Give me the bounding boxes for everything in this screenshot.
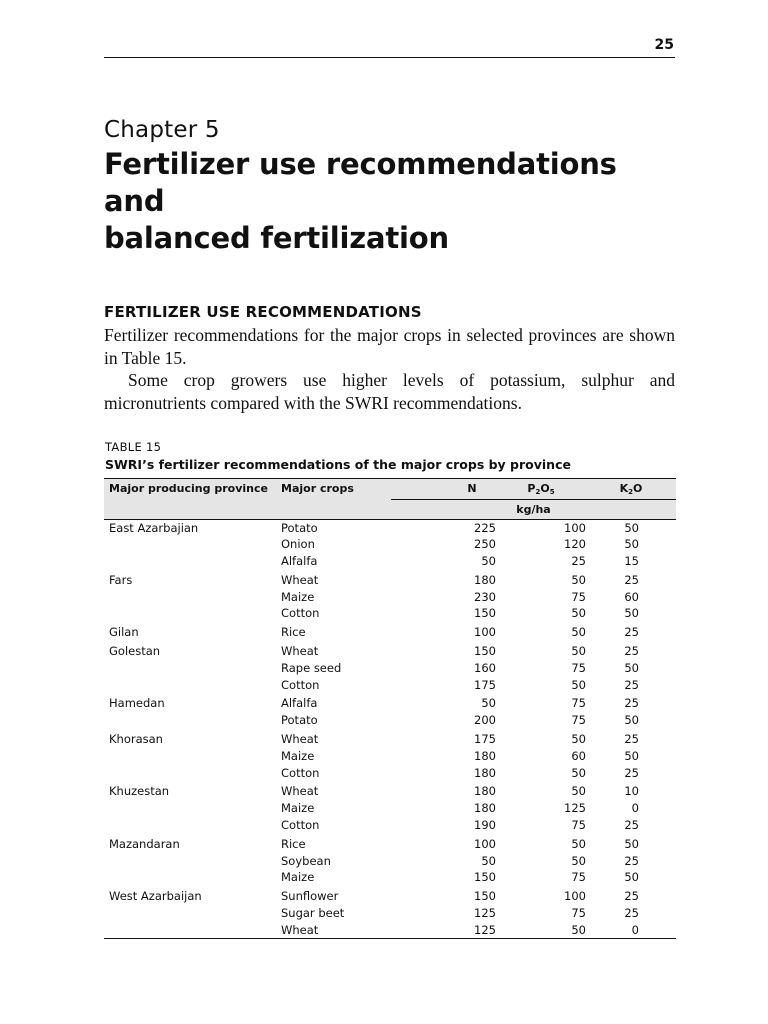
header-k-o: O [633, 482, 643, 495]
table-row [104, 748, 676, 765]
cell-k2o: 50 [624, 537, 639, 552]
cell-crop: Maize [281, 589, 315, 604]
cell-crop: Wheat [281, 644, 319, 659]
header-n-text: N [467, 482, 477, 495]
cell-crop: Rape seed [281, 660, 342, 675]
table-row [104, 641, 676, 660]
header-p2o5 [496, 479, 586, 500]
cell-p2o5: 75 [571, 660, 586, 675]
table-body [104, 520, 676, 939]
cell-crop: Wheat [281, 784, 319, 799]
table-row [104, 817, 676, 834]
table-row [104, 886, 676, 905]
cell-crop: Onion [281, 537, 315, 552]
cell-crop: Rice [281, 625, 306, 640]
cell-k2o: 25 [624, 889, 639, 904]
cell-province [104, 660, 281, 677]
cell-n: 100 [474, 625, 496, 640]
cell-n: 175 [474, 732, 496, 747]
cell-p2o5: 50 [571, 732, 586, 747]
cell-province [104, 853, 281, 870]
cell-crop: Cotton [281, 606, 320, 621]
table-caption: SWRI’s fertilizer recommendations of the major crops by province [105, 457, 571, 472]
paragraph-2: Some crop growers use higher levels of potassium, sulphur and micronutrients compared with the SWRI recommendations. [104, 370, 675, 413]
cell-province [104, 800, 281, 817]
cell-k2o: 25 [624, 696, 639, 711]
header-rule [104, 57, 675, 58]
table-row [104, 553, 676, 570]
cell-province [104, 712, 281, 729]
cell-province: Fars [109, 572, 133, 587]
cell-n: 180 [474, 784, 496, 799]
cell-k2o: 50 [624, 836, 639, 851]
table-row [104, 922, 676, 939]
cell-p2o5: 50 [571, 853, 586, 868]
data-table [104, 478, 676, 939]
cell-p2o5: 75 [571, 696, 586, 711]
cell-p2o5: 50 [571, 784, 586, 799]
cell-k2o: 50 [624, 713, 639, 728]
cell-k2o: 50 [624, 606, 639, 621]
cell-province [104, 589, 281, 606]
cell-province: Khorasan [109, 732, 163, 747]
header-crops: Major crops [281, 479, 391, 500]
cell-n: 150 [474, 606, 496, 621]
cell-crop: Alfalfa [281, 696, 318, 711]
cell-p2o5: 50 [496, 922, 586, 939]
cell-p2o5: 120 [564, 537, 586, 552]
table-row [104, 869, 676, 886]
cell-n: 50 [481, 554, 496, 569]
header-k2o [586, 479, 676, 500]
cell-k2o: 50 [624, 748, 639, 763]
cell-crop: Cotton [281, 765, 320, 780]
cell-province: West Azarbaijan [109, 889, 202, 904]
cell-n: 190 [474, 818, 496, 833]
cell-k2o: 10 [624, 784, 639, 799]
cell-k2o: 25 [624, 732, 639, 747]
header-k-main: K [619, 482, 629, 495]
cell-crop: Cotton [281, 818, 320, 833]
cell-crop: Alfalfa [281, 554, 318, 569]
cell-crop: Soybean [281, 853, 331, 868]
cell-p2o5: 100 [564, 521, 586, 535]
table-row [104, 765, 676, 782]
cell-p2o5: 50 [571, 625, 586, 640]
cell-crop: Sugar beet [281, 906, 345, 921]
header-p-main: P [527, 482, 536, 495]
table-row [104, 800, 676, 817]
cell-n: 125 [474, 906, 496, 921]
table-row [104, 905, 676, 922]
cell-n: 180 [474, 572, 496, 587]
cell-n: 150 [474, 889, 496, 904]
table-row [104, 570, 676, 589]
table-row [104, 853, 676, 870]
unit-blank-1 [104, 500, 281, 520]
cell-n: 180 [474, 801, 496, 816]
cell-n: 175 [474, 677, 496, 692]
cell-p2o5: 50 [571, 765, 586, 780]
header-k-sub: 2 [628, 488, 634, 496]
cell-k2o: 25 [624, 818, 639, 833]
paragraph-1: Fertilizer recommendations for the major crops in selected provinces are shown in Table 15. [104, 325, 675, 368]
cell-k2o: 0 [631, 801, 639, 816]
cell-crop: Wheat [281, 922, 391, 939]
cell-n: 180 [474, 748, 496, 763]
cell-n: 150 [474, 870, 496, 885]
cell-k2o: 25 [624, 644, 639, 659]
cell-k2o: 50 [624, 870, 639, 885]
cell-province [104, 677, 281, 694]
cell-province: East Azarbajian [109, 521, 199, 535]
chapter-title [104, 146, 684, 257]
cell-p2o5: 60 [571, 748, 586, 763]
cell-p2o5: 75 [571, 870, 586, 885]
header-p-sub1: 2 [535, 488, 541, 496]
cell-province: Golestan [109, 644, 161, 659]
cell-p2o5: 75 [571, 906, 586, 921]
cell-province: Gilan [109, 625, 139, 640]
cell-p2o5: 75 [571, 818, 586, 833]
table-row [104, 536, 676, 553]
header-p-o: O [540, 482, 550, 495]
cell-province [104, 905, 281, 922]
cell-n: 100 [474, 836, 496, 851]
cell-province [104, 748, 281, 765]
table-row [104, 693, 676, 712]
cell-crop: Maize [281, 870, 315, 885]
table-row [104, 589, 676, 606]
table-row [104, 520, 676, 537]
chapter-title-line-2: balanced fertilization [104, 221, 449, 255]
cell-province: Khuzestan [109, 784, 170, 799]
cell-crop: Wheat [281, 732, 319, 747]
cell-p2o5: 50 [571, 644, 586, 659]
cell-k2o: 25 [624, 765, 639, 780]
cell-crop: Maize [281, 801, 315, 816]
table-row [104, 712, 676, 729]
cell-province [104, 869, 281, 886]
cell-k2o: 25 [624, 625, 639, 640]
cell-crop: Potato [281, 521, 318, 535]
cell-province: Mazandaran [109, 836, 180, 851]
table-row [104, 660, 676, 677]
table-row [104, 729, 676, 748]
table-row [104, 605, 676, 622]
cell-p2o5: 75 [571, 589, 586, 604]
cell-n: 180 [474, 765, 496, 780]
cell-crop: Maize [281, 748, 315, 763]
cell-crop: Cotton [281, 677, 320, 692]
section-heading: FERTILIZER USE RECOMMENDATIONS [104, 303, 422, 321]
cell-p2o5: 50 [571, 572, 586, 587]
table-header-row [104, 479, 676, 500]
cell-n: 160 [474, 660, 496, 675]
cell-p2o5: 50 [571, 677, 586, 692]
cell-n: 50 [481, 696, 496, 711]
cell-p2o5: 50 [571, 836, 586, 851]
cell-p2o5: 25 [571, 554, 586, 569]
cell-n: 200 [474, 713, 496, 728]
cell-crop: Sunflower [281, 889, 339, 904]
fertilizer-table [104, 478, 676, 939]
cell-n: 225 [474, 521, 496, 535]
cell-province [104, 553, 281, 570]
chapter-label: Chapter 5 [104, 117, 220, 143]
header-n [391, 479, 496, 500]
cell-n: 150 [474, 644, 496, 659]
cell-p2o5: 75 [571, 713, 586, 728]
cell-k2o: 25 [624, 677, 639, 692]
cell-k2o: 25 [624, 906, 639, 921]
cell-province [104, 765, 281, 782]
cell-n: 230 [474, 589, 496, 604]
cell-k2o: 50 [624, 521, 639, 535]
page-number: 25 [654, 37, 674, 53]
cell-p2o5: 125 [564, 801, 586, 816]
cell-province [104, 605, 281, 622]
cell-province [104, 817, 281, 834]
table-row [104, 834, 676, 853]
cell-province: Hamedan [109, 696, 165, 711]
table-row [104, 677, 676, 694]
table-row [104, 622, 676, 641]
chapter-title-line-1: Fertilizer use recommendations and [104, 147, 617, 218]
header-p-sub2: 5 [549, 488, 555, 496]
cell-k2o: 25 [624, 572, 639, 587]
cell-crop: Potato [281, 713, 318, 728]
cell-crop: Rice [281, 836, 306, 851]
cell-n: 250 [474, 537, 496, 552]
cell-k2o: 50 [624, 660, 639, 675]
cell-k2o: 15 [624, 554, 639, 569]
cell-p2o5: 100 [564, 889, 586, 904]
table-row [104, 781, 676, 800]
cell-k2o: 60 [624, 589, 639, 604]
cell-crop: Wheat [281, 572, 319, 587]
table-unit-row [104, 500, 676, 520]
cell-n: 50 [481, 853, 496, 868]
cell-k2o: 0 [586, 922, 676, 939]
cell-n: 125 [391, 922, 496, 939]
cell-province [104, 922, 281, 939]
header-province: Major producing province [104, 479, 281, 500]
unit-blank-2 [281, 500, 391, 520]
cell-province [104, 536, 281, 553]
unit-label: kg/ha [391, 500, 676, 520]
cell-p2o5: 50 [571, 606, 586, 621]
table-label: TABLE 15 [105, 440, 162, 454]
cell-k2o: 25 [624, 853, 639, 868]
